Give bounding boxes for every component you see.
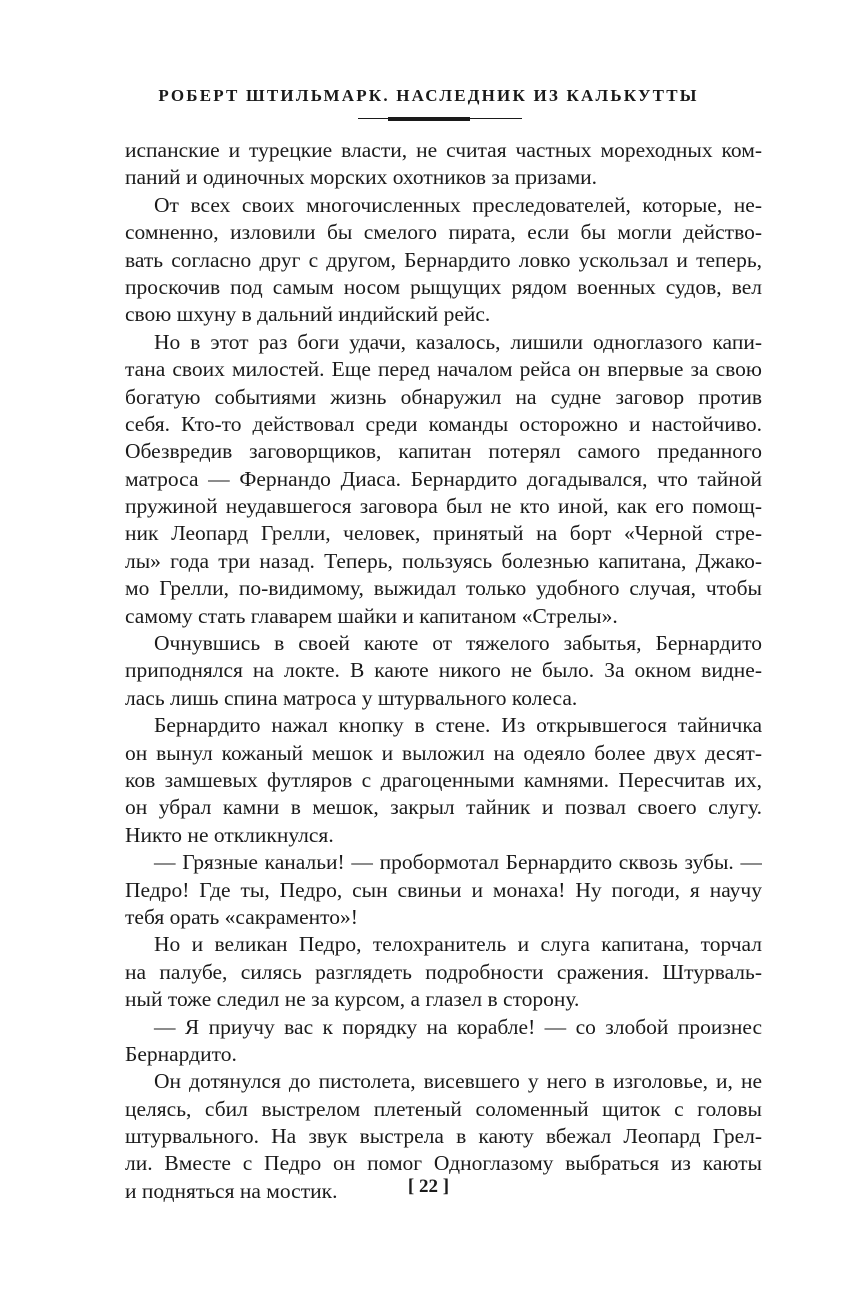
text-line: Бернардито. — [125, 1041, 237, 1066]
header-divider-accent — [388, 117, 470, 121]
text-line: Но в этот раз боги удачи, казалось, лишили одноглазого капи- — [154, 329, 762, 354]
page-number: [ 22 ] — [407, 1176, 450, 1197]
text-line: свою шхуну в дальний индийский рейс. — [125, 302, 491, 327]
running-head-title: РОБЕРТ ШТИЛЬМАРК. НАСЛЕДНИК ИЗ КАЛЬКУТТЫ — [158, 86, 699, 105]
text-line: ков замшевых футляров с драгоценными камнями. Пересчитав их, — [125, 767, 762, 792]
text-line: паний и одиночных морских охотников за призами. — [125, 165, 598, 190]
text-line: себя. Кто-то действовал среди команды осторожно и настойчиво. — [125, 411, 762, 436]
text-line: пружиной неудавшегося заговора был не кто иной, как его помощ- — [125, 494, 762, 519]
text-line: на палубе, силясь разглядеть подробности сражения. Штурваль- — [125, 959, 762, 984]
text-line: Бернардито нажал кнопку в стене. Из открывшегося тайничка — [154, 713, 762, 738]
text-line: штурвального. На звук выстрела в каюту вбежал Леопард Грел- — [125, 1124, 762, 1149]
text-line: Очнувшись в своей каюте от тяжелого забытья, Бернардито — [154, 631, 762, 656]
text-line: — Грязные канальи! — пробормотал Бернардито сквозь зубы. — — [154, 850, 762, 875]
text-line: целясь, сбил выстрелом плетеный соломенный щиток с головы — [125, 1096, 762, 1121]
text-line: богатую событиями жизнь обнаружил на судне заговор против — [125, 384, 762, 409]
text-line: Он дотянулся до пистолета, висевшего у него в изголовье, и, не — [154, 1069, 762, 1094]
text-line: лась лишь спина матроса у штурвального колеса. — [125, 685, 578, 710]
text-line: тебя орать «сакраменто»! — [125, 904, 358, 929]
text-line: ли. Вместе с Педро он помог Одноглазому выбраться из каюты — [125, 1151, 762, 1176]
text-line: лы» года три назад. Теперь, пользуясь болезнью капитана, Джако- — [125, 548, 762, 573]
text-line: самому стать главарем шайки и капитаном «Стрелы». — [125, 603, 618, 628]
text-line: он вынул кожаный мешок и выложил на одеяло более двух десят- — [125, 740, 762, 765]
text-line: ный тоже следил не за курсом, а глазел в сторону. — [125, 987, 580, 1012]
body-text — [125, 137, 762, 1205]
text-line: ник Леопард Грелли, человек, принятый на борт «Черной стре- — [125, 521, 762, 546]
text-line: испанские и турецкие власти, не считая частных мореходных ком- — [125, 138, 762, 162]
text-line: матроса — Фернандо Диаса. Бернардито догадывался, что тайной — [125, 466, 762, 491]
text-line: — Я приучу вас к порядку на корабле! — со злобой произнес — [154, 1014, 762, 1039]
text-line: приподнялся на локте. В каюте никого не было. За окном видне- — [125, 658, 762, 683]
text-line: тана своих милостей. Еще перед началом рейса он впервые за свою — [125, 357, 762, 382]
text-line: Но и великан Педро, телохранитель и слуга капитана, торчал — [154, 932, 762, 957]
text-line: Никто не откликнулся. — [125, 822, 334, 847]
text-line: и подняться на мостик. — [125, 1178, 338, 1203]
text-line: проскочив под самым носом рыщущих рядом военных судов, вел — [125, 274, 762, 299]
text-line: вать согласно друг с другом, Бернардито ловко ускользал и теперь, — [125, 247, 762, 272]
text-line: мо Грелли, по-видимому, выжидал только удобного случая, чтобы — [125, 576, 762, 601]
text-line: сомненно, изловили бы смелого пирата, если бы могли действо- — [125, 220, 762, 245]
text-line: он убрал камни в мешок, закрыл тайник и позвал своего слугу. — [125, 795, 762, 820]
text-line: От всех своих многочисленных преследователей, которые, не- — [154, 192, 762, 217]
text-line: Обезвредив заговорщиков, капитан потерял самого преданного — [125, 439, 762, 464]
text-line: Педро! Где ты, Педро, сын свиньи и монаха! Ну погоди, я научу — [125, 877, 762, 902]
